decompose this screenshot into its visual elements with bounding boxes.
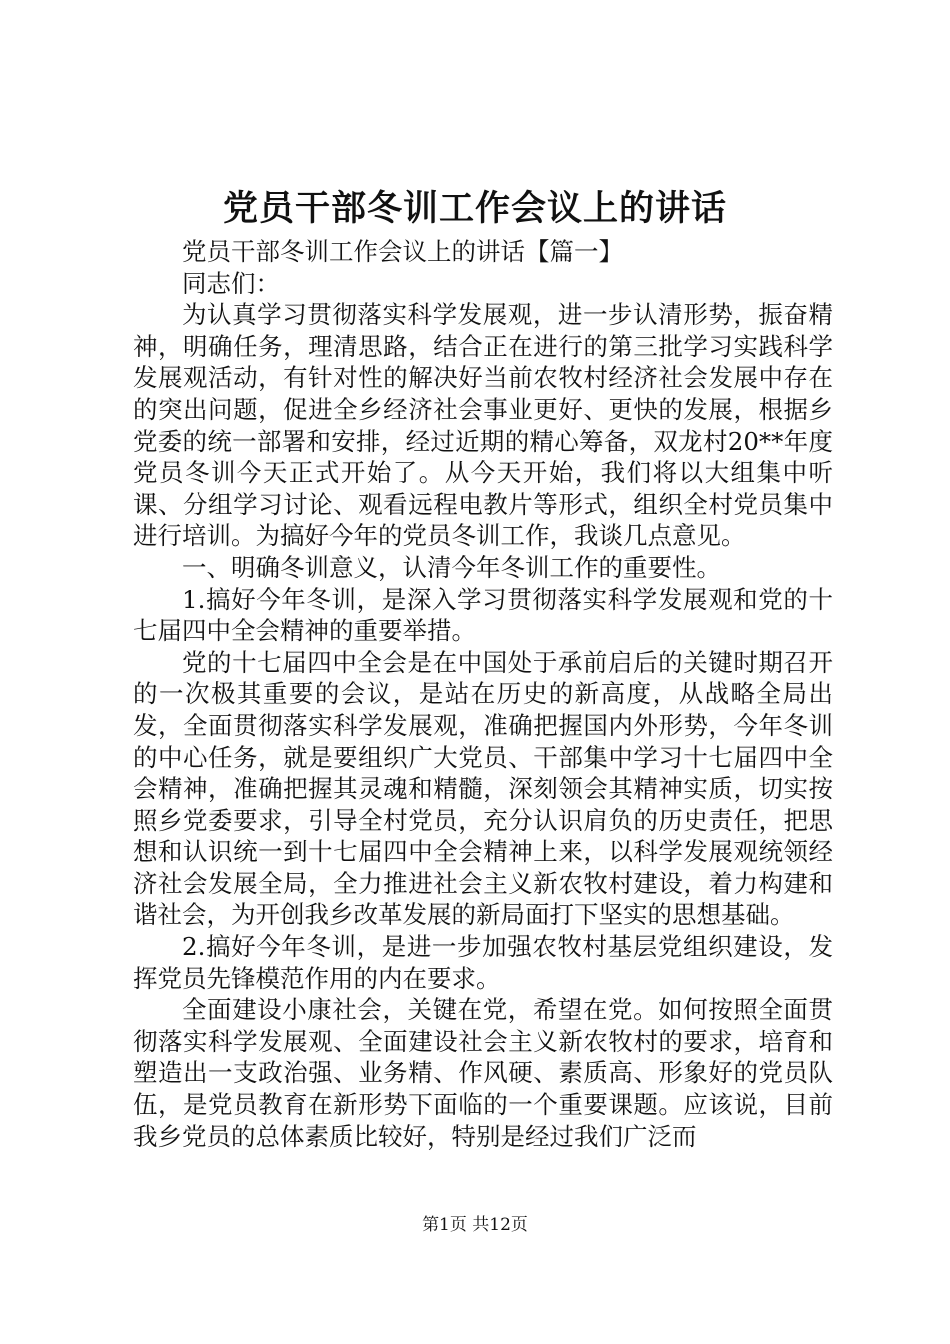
body-paragraph: 为认真学习贯彻落实科学发展观，进一步认清形势，振奋精神，明确任务，理清思路，结合正在进行的第三批学习实践科学发展观活动，有针对性的解决好当前农牧村经济社会发展中存在的突出问题，促进全乡经济社会事业更好、更快的发展，根据乡党委的统一部署和安排，经过近期的精心筹备，双龙村20**年度党员冬训今天正式开始了。从今天开始，我们将以大组集中听课、分组学习讨论、观看远程电教片等形式，组织全村党员集中进行培训。为搞好今年的党员冬训工作，我谈几点意见。 [133,300,833,551]
body-paragraph: 1.搞好今年冬训，是深入学习贯彻落实科学发展观和党的十七届四中全会精神的重要举措。 [133,584,833,646]
salutation: 同志们： [182,268,280,298]
section-heading: 党员干部冬训工作会议上的讲话【篇一】 [182,237,623,266]
body-paragraph: 党的十七届四中全会是在中国处于承前启后的关键时期召开的一次极其重要的会议，是站在历史的新高度，从战略全局出发，全面贯彻落实科学发展观，准确把握国内外形势，今年冬训的中心任务，就是要组织广大党员、干部集中学习十七届四中全会精神，准确把握其灵魂和精髓，深刻领会其精神实质，切实按照乡党委要求，引导全村党员，充分认识肩负的历史责任，把思想和认识统一到十七届四中全会精神上来，以科学发展观统领经济社会发展全局，全力推进社会主义新农牧村建设，着力构建和谐社会，为开创我乡改革发展的新局面打下坚实的思想基础。 [133,647,833,930]
document-body [133,236,833,1152]
body-paragraph: 2.搞好今年冬训，是进一步加强农牧村基层党组织建设，发挥党员先锋模范作用的内在要求。 [133,932,833,993]
body-paragraph: 全面建设小康社会，关键在党，希望在党。如何按照全面贯彻落实科学发展观、全面建设社会主义新农牧村的要求，培育和塑造出一支政治强、业务精、作风硬、素质高、形象好的党员队伍，是党员教育在新形势下面临的一个重要课题。应该说，目前我乡党员的总体素质比较好，特别是经过我们广泛而 [133,995,833,1151]
document-title: 党员干部冬训工作会议上的讲话 [222,188,727,229]
body-paragraph: 一、明确冬训意义，认清今年冬训工作的重要性。 [182,552,721,582]
page-footer: 第1页 共12页 [422,1215,528,1235]
